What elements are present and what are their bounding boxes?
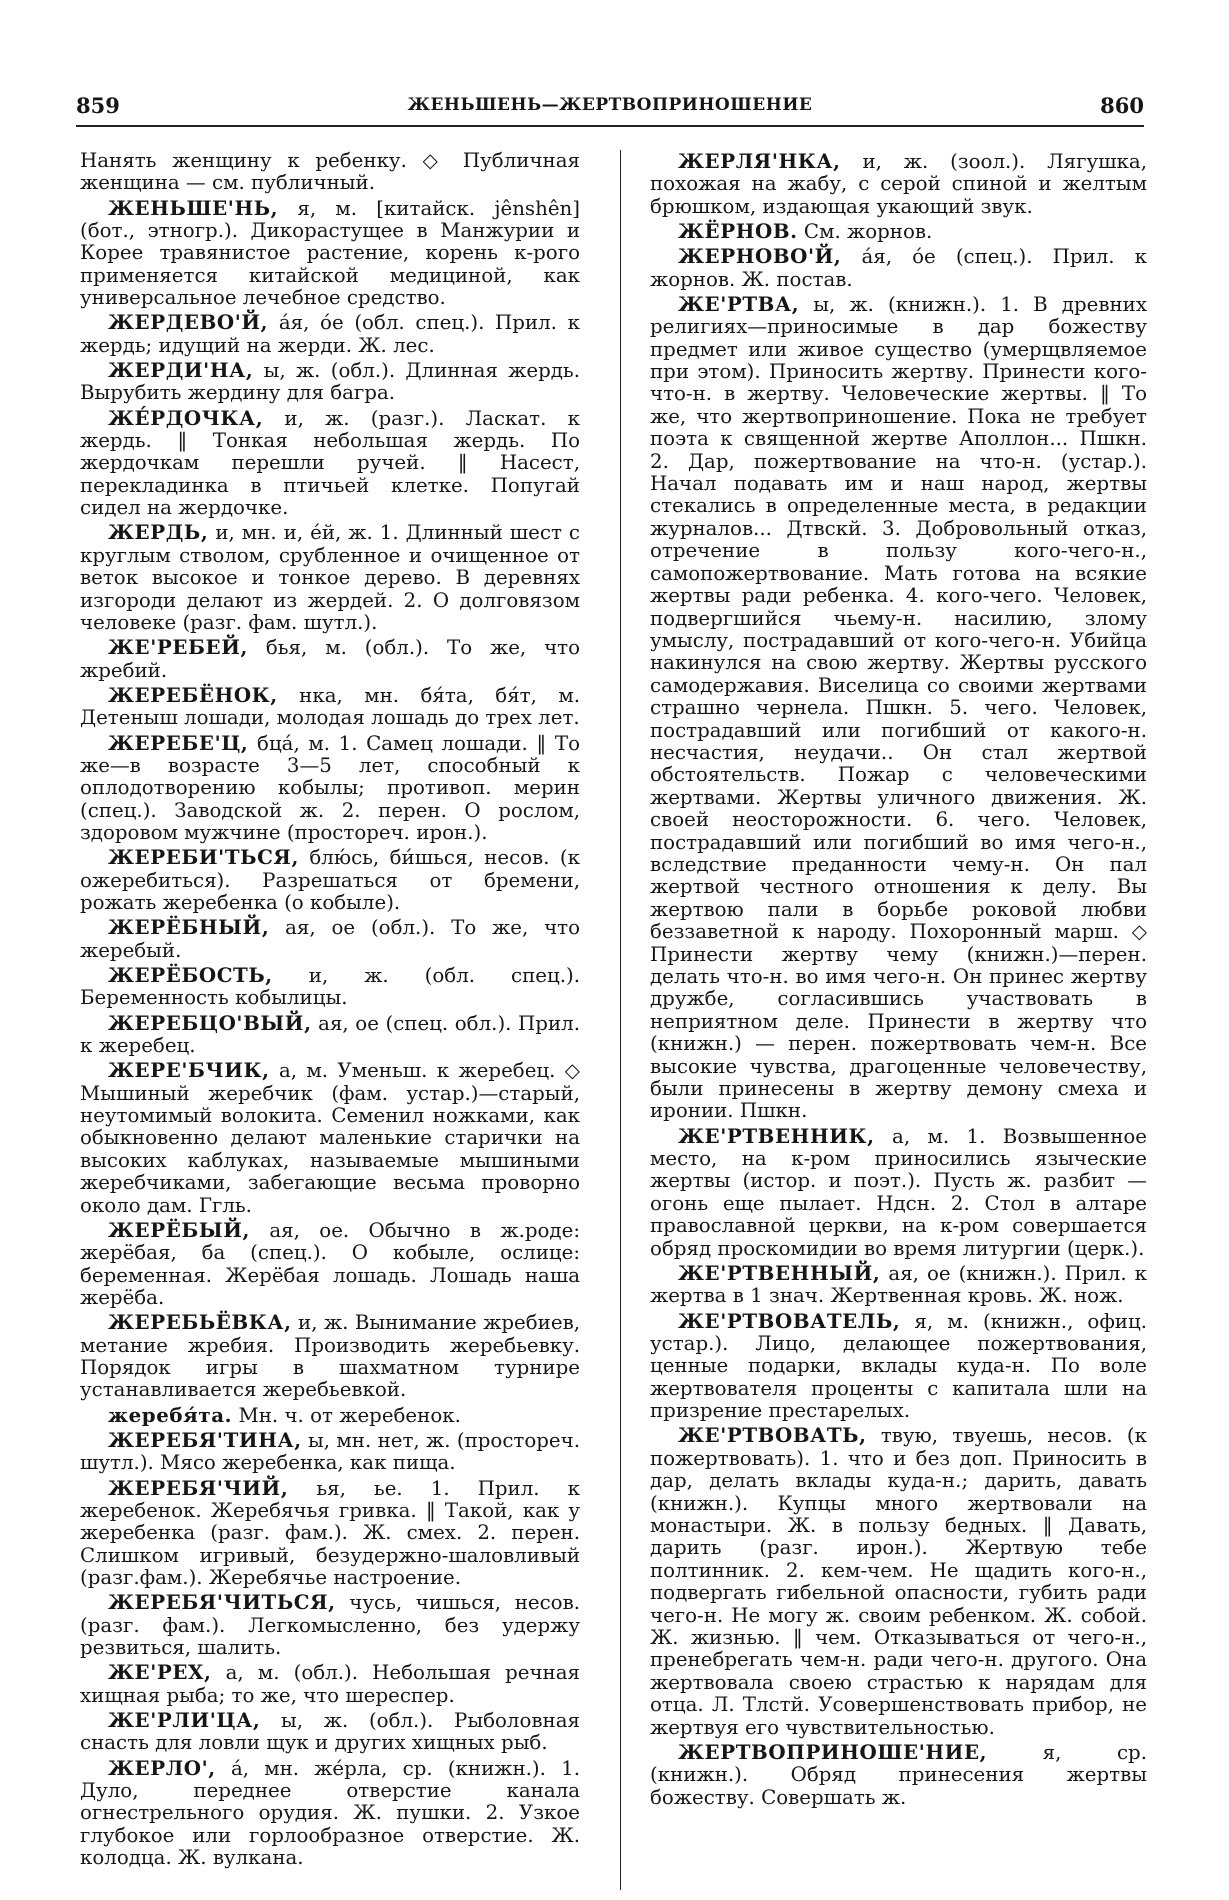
- dictionary-entry: [80, 1661, 580, 1707]
- entry-body: я, м. (книжн., офиц. устар.). Лицо, делающее пожертвования, ценные подарки, вклады куда-н. По воле жертвователя проценты с капитала шли на призрение престарелых.: [650, 1309, 1147, 1423]
- entry-body: ья, ье. 1. Прил. к жеребенок. Жеребячья гривка. ‖ Такой, как у жеребенка (разг. фам.). Ж. смех. 2. перен. Слишком игривый, безудержно-шаловливый (разг.фам.). Жеребячье настроение.: [80, 1476, 580, 1590]
- entry-body: ы, мн. нет, ж. (простореч. шутл.). Мясо жеребенка, как пища.: [80, 1428, 580, 1475]
- entry-headword: ЖЕ'РЕХ,: [108, 1660, 212, 1685]
- entry-headword: ЖЕРЕБЯ'ЧИЙ,: [108, 1475, 289, 1500]
- dictionary-entry: [80, 732, 580, 845]
- entry-headword: ЖЕ'РЛИ'ЦА,: [108, 1707, 261, 1732]
- dictionary-entry: [80, 150, 580, 195]
- dictionary-entry: [80, 359, 580, 405]
- entry-body: ая, ое (обл.). То же, что жеребый.: [80, 916, 580, 962]
- dictionary-entry: [80, 1429, 580, 1475]
- entry-headword: ЖЕРДЕВО'Й,: [108, 310, 269, 335]
- dictionary-entry: [650, 220, 1147, 243]
- entry-body: См. жорнов.: [797, 220, 933, 244]
- dictionary-entry: [650, 293, 1147, 1123]
- dictionary-entry: [650, 1262, 1147, 1308]
- entry-headword: ЖЕРДЬ,: [108, 520, 209, 545]
- dictionary-entry: [80, 311, 580, 357]
- entry-headword: ЖЕРЕБЯ'ТИНА,: [108, 1427, 302, 1452]
- dictionary-entry: [80, 1219, 580, 1310]
- dictionary-entry: [650, 1741, 1147, 1809]
- entry-headword: ЖЕРЕБЕ'Ц,: [108, 730, 249, 755]
- dictionary-entry: [650, 1310, 1147, 1423]
- entry-headword: ЖЕРЁБНЫЙ,: [108, 915, 270, 940]
- dictionary-entry: [80, 964, 580, 1010]
- running-title: ЖЕНЬШЕНЬ—ЖЕРТВОПРИНОШЕНИЕ: [407, 95, 813, 115]
- entry-headword: ЖЕРЕБЁНОК,: [108, 682, 278, 707]
- right-column: [650, 150, 1147, 1885]
- entry-headword: ЖЕРЁБЫЙ,: [108, 1217, 251, 1242]
- entry-body: и, ж. (зоол.). Лягушка, похожая на жабу, с серой спиной и желтым брюшком, издающая укающий звук.: [650, 150, 1147, 218]
- dictionary-entry: [80, 407, 580, 520]
- entry-body: чусь, чишься, несов. (разг. фам.). Легкомысленно, без удержу резвиться, шалить.: [80, 1591, 580, 1660]
- entry-body: твую, твуешь, несов. (к пожертвовать). 1. что и без доп. Приносить в дар, делать вклады куда-н.; дарить, давать (книжн.). Купцы много жертвовали на монастыри. Ж. в пользу бедных. ‖ Давать, дарить (разг. ирон.). Жертвую тебе полтинник. 2. кем-чем. Не щадить кого-н., подвергать гибельной опасности, губить ради чего-н. Не могу ж. своим ребенком. Ж. собой. Ж. жизнью. ‖ чем. Отказываться от чего-н., пренебрегать чем-н. ради чего-н. другого. Она жертвовала своею страстью к нарядам для отца. Л. Тлстй. Усовершенствовать прибор, не жертвуя его чувствительностью.: [650, 1424, 1147, 1739]
- entry-headword: ЖЕРЕБИ'ТЬСЯ,: [108, 845, 299, 870]
- entry-headword: ЖЕРЕ'БЧИК,: [108, 1058, 270, 1083]
- dictionary-entry: [80, 1012, 580, 1058]
- entry-body: а, м. Уменьш. к жеребец. ◇ Мышиный жеребчик (фам. устар.)—старый, неутомимый волокита. Семенил ножками, как обыкновенно делают маленькие старички на высоких каблуках, называемые мышиными жеребчиками, забегающие весьма проворно около дам. Ггль.: [80, 1059, 580, 1217]
- entry-headword: ЖЕРЛО',: [108, 1755, 216, 1780]
- entry-body: и, ж. (разг.). Ласкат. к жердь. ‖ Тонкая небольшая жердь. По жердочкам перешли ручей. ‖ Насест, перекладинка в птичьей клетке. Попугай сидел на жердочке.: [80, 406, 580, 520]
- dictionary-entry: [80, 846, 580, 914]
- entry-headword: ЖЕ'РТВОВАТЬ,: [678, 1423, 867, 1448]
- column-divider: [620, 150, 621, 1890]
- entry-body: ая, ое (спец. обл.). Прил. к жеребец.: [80, 1011, 580, 1057]
- entry-body: бья, м. (обл.). То же, что жребий.: [80, 636, 580, 682]
- dictionary-entry: [650, 245, 1147, 291]
- entry-headword: ЖЕ'РТВЕННЫЙ,: [678, 1260, 881, 1285]
- entry-headword: ЖЕРЕБЯ'ЧИТЬСЯ,: [108, 1590, 336, 1615]
- entry-body: и, ж. Вынимание жребиев, метание жребия. Производить жеребьевку. Порядок игры в шахматном турнире устанавливается жеребьевкой.: [80, 1311, 580, 1402]
- entry-headword: ЖЕРЕБЦО'ВЫЙ,: [108, 1010, 312, 1035]
- entry-body: а́я, о́е (спец.). Прил. к жорнов. Ж. постав.: [650, 245, 1147, 291]
- dictionary-entry: [80, 1709, 580, 1755]
- dictionary-entry: [80, 197, 580, 310]
- entry-headword: ЖЕРДИ'НА,: [108, 358, 254, 383]
- entry-body: Нанять женщину к ребенку. ◇ Публичная женщина — см. публичный.: [80, 150, 580, 195]
- dictionary-entry: [650, 1424, 1147, 1739]
- dictionary-entry: [80, 1591, 580, 1659]
- left-page-number: 859: [76, 93, 120, 118]
- entry-headword: ЖЕРНОВО'Й,: [678, 244, 842, 269]
- entry-headword: ЖЕ'РТВА,: [678, 291, 800, 316]
- header-rule: [76, 125, 1144, 127]
- entry-headword: ЖЕ'РТВОВАТЕЛЬ,: [678, 1308, 901, 1333]
- entry-body: я, м. [китайск. jênshên] (бот., этногр.). Дикорастущее в Манжурии и Корее травянистое растение, корень к-рого применяется китайской медициной, как универсальное лечебное средство.: [80, 196, 580, 310]
- entry-body: блю́сь, би́шься, несов. (к ожеребиться). Разрешаться от бремени, рожать жеребенка (о кобыле).: [80, 846, 580, 915]
- entry-body: а, м. (обл.). Небольшая речная хищная рыба; то же, что шереспер.: [80, 1661, 580, 1707]
- entry-body: а́, мн. же́рла, ср. (книжн.). 1. Дуло, переднее отверстие канала огнестрельного орудия. Ж. пушки. 2. Узкое глубокое или горлообразное отверстие. Ж. колодца. Ж. вулкана.: [80, 1756, 580, 1870]
- dictionary-entry: [650, 150, 1147, 218]
- entry-headword: ЖЕРЕБЬЁВКА,: [108, 1310, 292, 1335]
- dictionary-entry: [80, 636, 580, 682]
- right-page-number: 860: [1100, 93, 1144, 118]
- entry-headword: ЖЕ'РЕБЕЙ,: [108, 635, 248, 660]
- entry-body: а́я, о́е (обл. спец.). Прил. к жердь; идущий на жерди. Ж. лес.: [80, 311, 580, 357]
- entry-headword: ЖЕРТВОПРИНОШЕ'НИЕ,: [678, 1739, 988, 1764]
- entry-body: а, м. 1. Возвышенное место, на к-ром приносились языческие жертвы (истор. и поэт.). Пусть ж. разбит — огонь еще пылает. Ндсн. 2. Стол в алтаре православной церкви, на к-ром совершается обряд проскомидии во время литургии (церк.).: [650, 1124, 1147, 1260]
- entry-body: и, мн. и, е́й, ж. 1. Длинный шест с круглым стволом, срубленное и очищенное от веток высокое и тонкое дерево. В деревнях изгороди делают из жердей. 2. О долговязом человеке (разг. фам. шутл.).: [80, 521, 580, 635]
- entry-body: ы, ж. (книжн.). 1. В древних религиях—приносимые в дар божеству предмет или живое существо (умерщвляемое при этом). Приносить жертву. Принести кого-что-н. в жертву. Человеческие жертвы. ‖ То же, что жертвоприношение. Пока не требует поэта к священной жертве Аполлон... Пшкн. 2. Дар, пожертвование на что-н. (устар.). Начал подавать им и наш народ, жертвы стекались в определенные места, в редакции журналов... Дтвскй. 3. Добровольный отказ, отречение в пользу кого-чего-н., самопожертвование. Мать готова на всякие жертвы ради ребенка. 4. кого-чего. Человек, подвергшийся чьему-н. насилию, злому умыслу, пострадавший от кого-чего-н. Убийца накинулся на свою жертву. Жертвы русского самодержавия. Виселица со своими жертвами страшно чернела. Пшкн. 5. чего. Человек, пострадавший или погибший от какого-н. несчастия, неудачи.. Он стал жертвой обстоятельств. Пожар с человеческими жертвами. Жертвы уличного движения. Ж. своей неосторожности. 6. чего. Человек, пострадавший или погибший во имя чего-н., вследствие преданности чему-н. Он пал жертвой честного отношения к делу. Вы жертвою пали в борьбе роковой любви беззаветной к народу. Похоронный марш. ◇ Принести жертву чему (книжн.)—перен. делать что-н. во имя чего-н. Он принес жертву дружбе, согласившись участвовать в неприятном деле. Принести в жертву что (книжн.) — перен. пожертвовать чем-н. Все высокие чувства, драгоценные человечеству, были принесены в жертву демону смеха и иронии. Пшкн.: [650, 292, 1147, 1123]
- entry-body: ая, ое (книжн.). Прил. к жертва в 1 знач. Жертвенная кровь. Ж. нож.: [650, 1261, 1147, 1308]
- entry-body: Мн. ч. от жеребенок.: [232, 1403, 461, 1427]
- dictionary-entry: [80, 1477, 580, 1590]
- entry-body: ы, ж. (обл.). Рыболовная снасть для ловли щук и других хищных рыб.: [80, 1708, 580, 1755]
- entry-body: ая, ое. Обычно в ж.роде: жерёбая, ба (спец.). О кобыле, ослице: беременная. Жерёбая лошадь. Лошадь наша жерёба.: [80, 1218, 580, 1310]
- dictionary-entry: [80, 1757, 580, 1870]
- dictionary-entry: [80, 916, 580, 962]
- dictionary-entry: [80, 1311, 580, 1402]
- dictionary-entry: [80, 1404, 580, 1427]
- entry-body: и, ж. (обл. спец.). Беременность кобылицы.: [80, 963, 580, 1010]
- entry-headword: ЖЕРЛЯ'НКА,: [678, 150, 841, 173]
- left-column: [80, 150, 580, 1885]
- dictionary-entry: [80, 1059, 580, 1217]
- entry-headword: жеребя́та.: [108, 1402, 233, 1427]
- dictionary-entry: [80, 521, 580, 634]
- entry-headword: ЖЕ́РДОЧКА,: [108, 405, 264, 430]
- entry-body: нка, мн. бя́та, бя́т, м. Детеныш лошади, молодая лошадь до трех лет.: [80, 683, 580, 730]
- entry-body: я, ср. (книжн.). Обряд принесения жертвы божеству. Совершать ж.: [650, 1740, 1147, 1809]
- entry-headword: ЖЕРЁБОСТЬ,: [108, 962, 273, 987]
- entry-headword: ЖЕ'РТВЕННИК,: [678, 1123, 875, 1148]
- page-header: [76, 93, 1144, 123]
- dictionary-entry: [650, 1125, 1147, 1260]
- entry-headword: ЖЕНЬШЕ'НЬ,: [108, 195, 279, 220]
- dictionary-entry: [80, 684, 580, 730]
- entry-headword: ЖЁРНОВ.: [678, 219, 798, 244]
- entry-body: бца́, м. 1. Самец лошади. ‖ То же—в возрасте 3—5 лет, способный к оплодотворению кобылы; противоп. мерин (спец.). Заводской ж. 2. перен. О рослом, здоровом мужчине (простореч. ирон.).: [80, 731, 580, 845]
- entry-body: ы, ж. (обл.). Длинная жердь. Вырубить жердину для багра.: [80, 359, 580, 405]
